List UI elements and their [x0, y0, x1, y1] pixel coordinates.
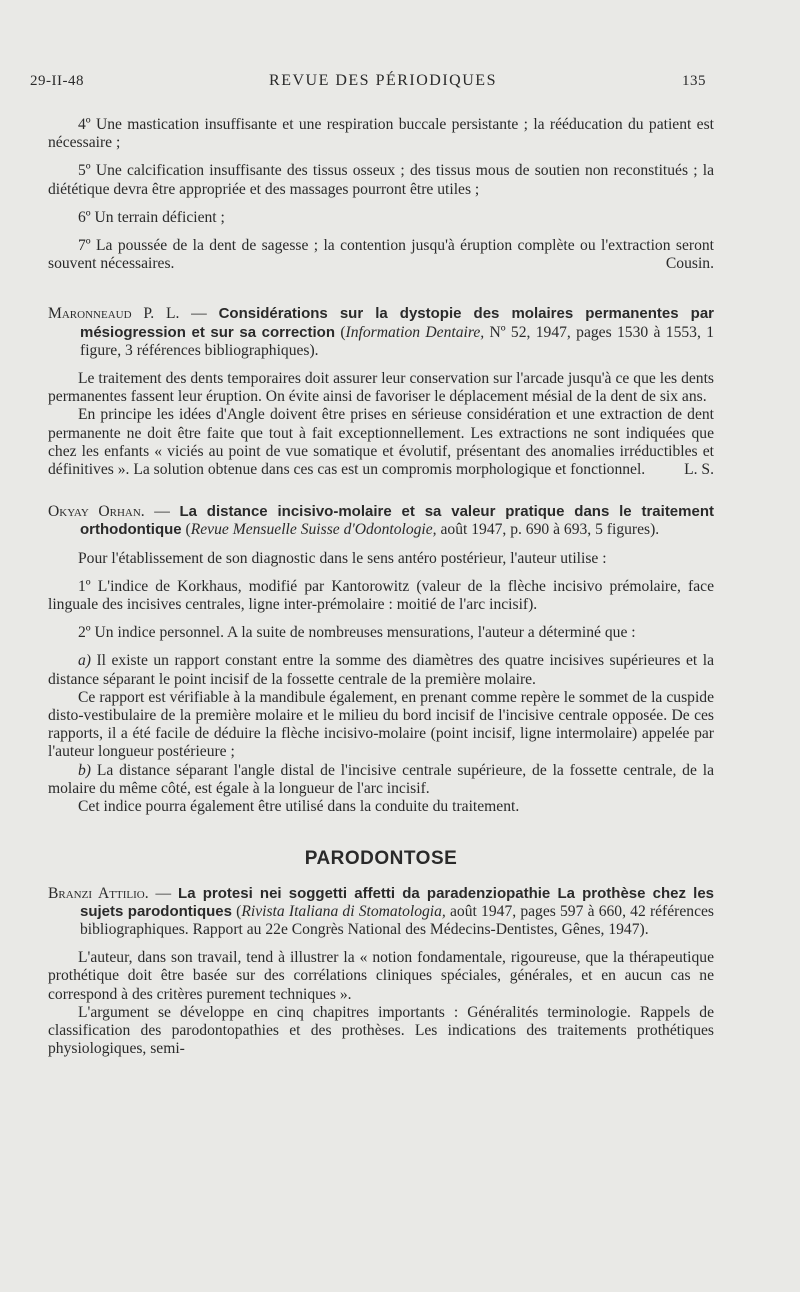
header-page-number: 135 — [682, 73, 706, 89]
paragraph: 2º Un indice personnel. A la suite de nombreuses mensurations, l'auteur a déterminé que : — [78, 624, 636, 642]
paragraph: a) Il existe un rapport constant entre la somme des diamètres des quatre incisives supérieures et la distance séparant le point incisif de la fossette centrale de la première molaire. — [48, 652, 714, 688]
article-heading: Branzi Attilio. — La protesi nei soggetti affetti da paradenziopathie La prothèse chez les sujets parodontiques (Rivista Italiana di Stomatologia, août 1947, pages 597 à 660, 42 références bibliographiques. Rapport au 22e Congrès National des Médecins-Dentistes, Gênes, 1947). — [48, 884, 715, 938]
article-author: Maronneaud P. L. — [48, 305, 180, 323]
article-reference: août 1947, pages 597 à 660, 42 références bibliographiques. Rapport au 22e Congrès National des Médecins-Dentistes, Gênes, 1947). — [80, 902, 714, 938]
article-title: Considérations sur la dystopie des molaires permanentes par mésiogression et sur sa correction — [80, 305, 714, 341]
article-author: Okyay Orhan. — [48, 503, 145, 521]
list-item-4: 4º Une mastication insuffisante et une respiration buccale persistante ; la rééducation du patient est nécessaire ; — [48, 116, 714, 152]
paragraph: Cet indice pourra également être utilisé dans la conduite du traitement. — [78, 798, 520, 816]
article-author: Branzi Attilio. — [48, 884, 149, 902]
paragraph: Pour l'établissement de son diagnostic dans le sens antéro postérieur, l'auteur utilise : — [78, 549, 607, 567]
list-item-7: 7º La poussée de la dent de sagesse ; la contention jusqu'à éruption complète ou l'extraction seront souvent nécessaires. Cousin. — [48, 237, 714, 273]
paragraph: b) La distance séparant l'angle distal de l'incisive centrale supérieure, de la fossette centrale, de la molaire du même côté, est égale à la longueur de l'arc incisif. — [48, 761, 714, 797]
text-column — [48, 116, 714, 1058]
list-item-5: 5º Une calcification insuffisante des tissus osseux ; des tissus mous de soutien non reconstitués ; la diététique devra être appropriée et des massages pourront être utiles ; — [48, 162, 714, 198]
paragraph: 1º L'indice de Korkhaus, modifié par Kantorowitz (valeur de la flèche incisivo prémolaire, face linguale des incisives centrales, ligne inter-prémolaire : moitié de l'arc incisif). — [48, 577, 714, 614]
paragraph: En principe les idées d'Angle doivent être prises en sérieuse considération et une extraction de dent permanente ne doit être faite que tout à fait exceptionnellement. Les extractions ne sont indiquées que chez les enfants « viciés au point de vue somatique et évolutif, présentant des anomalies irréductibles et définitives ». La solution obtenue dans ces cas est un compromis morphologique et fonctionnel. L. S. — [48, 406, 714, 479]
header-journal-title: REVUE DES PÉRIODIQUES — [269, 72, 497, 89]
header-date: 29-II-48 — [30, 73, 84, 89]
article-title: La protesi nei soggetti affetti da paradenziopathie La prothèse chez les sujets parodontiques — [80, 884, 715, 920]
article-title: La distance incisivo-molaire et sa valeur pratique dans le traitement orthodontique — [80, 503, 714, 539]
paragraph: Le traitement des dents temporaires doit assurer leur conservation sur l'arcade jusqu'à ce que les dents permanentes fassent leur éruption. On évite ainsi de favoriser le déplacement mésial de la dent de six ans. — [48, 370, 714, 406]
article-heading: Okyay Orhan. — La distance incisivo-molaire et sa valeur pratique dans le traitement orthodontique (Revue Mensuelle Suisse d'Odontologie, août 1947, p. 690 à 693, 5 figures). — [48, 503, 714, 539]
paragraph: Ce rapport est vérifiable à la mandibule également, en prenant comme repère le sommet de la cuspide disto-vestibulaire de la première molaire et le milieu du bord incisif de l'incisive centrale opposée. De ces rapports, il a été facile de déduire la flèche incisivo-molaire (point incisif, ligne intermolaire) appelée par l'auteur longueur postérieure ; — [48, 688, 714, 761]
article-source: Information Dentaire, — [345, 323, 485, 341]
article-reference: août 1947, p. 690 à 693, 5 figures). — [440, 521, 660, 539]
article-reference: Nº 52, 1947, pages 1530 à 1553, 1 figure, 3 références bibliographiques). — [80, 323, 714, 359]
paragraph: L'auteur, dans son travail, tend à illustrer la « notion fondamentale, rigoureuse, que la thérapeutique prothétique doit être basée sur des corrélations cliniques spéciales, générales, et en aucun cas ne correspond à des critères purement techniques ». — [48, 949, 714, 1003]
paragraph: L'argument se développe en cinq chapitres importants : Généralités terminologie. Rappels de classification des parodontopathies et des prothèses. Les indications des traitements prothétiques physiologiques, semi- — [48, 1003, 714, 1058]
signature: L. S. — [684, 461, 714, 479]
list-item-6: 6º Un terrain déficient ; — [78, 208, 225, 226]
section-heading: PARODONTOSE — [304, 848, 458, 870]
running-header — [30, 72, 706, 90]
article-source: Revue Mensuelle Suisse d'Odontologie, — [190, 521, 437, 539]
signature: Cousin. — [665, 255, 714, 273]
article-heading: Maronneaud P. L. — Considérations sur la dystopie des molaires permanentes par mésiogression et sur sa correction (Information Dentaire, Nº 52, 1947, pages 1530 à 1553, 1 figure, 3 références bibliographiques). — [48, 305, 714, 359]
article-source: Rivista Italiana di Stomatologia, — [241, 902, 446, 920]
